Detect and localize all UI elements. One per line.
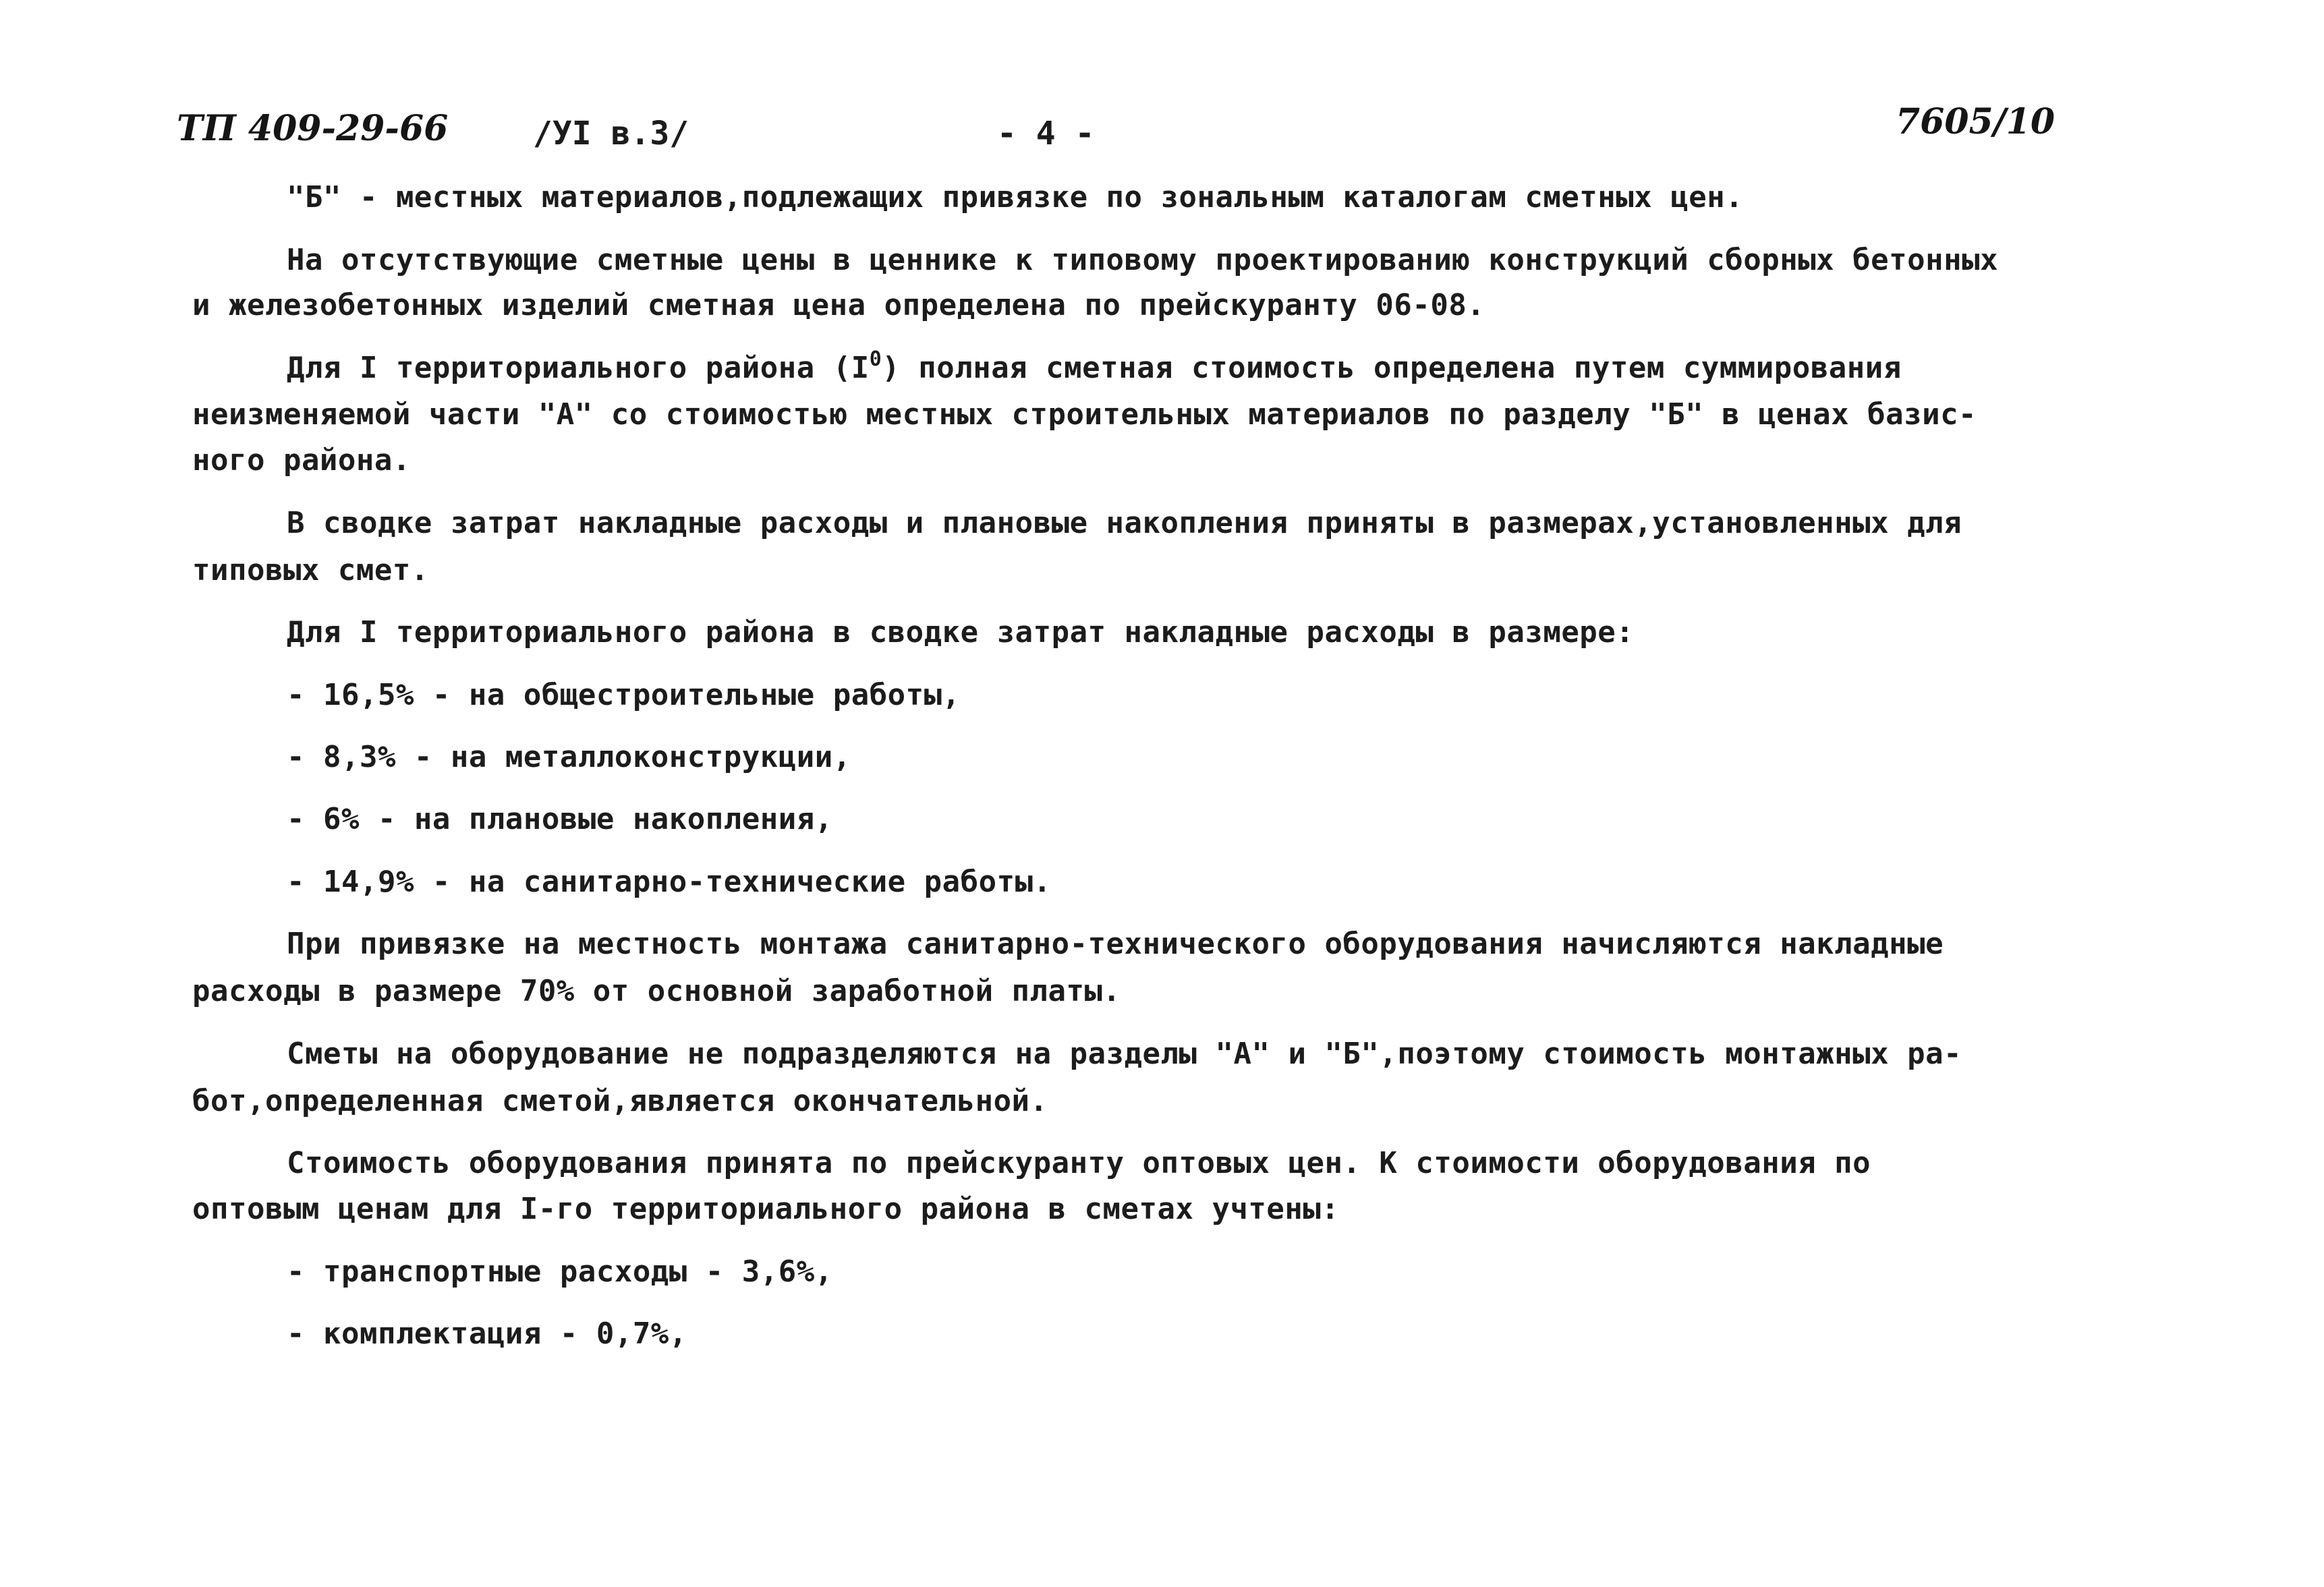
list-item: - 16,5% - на общестроительные работы, bbox=[287, 678, 961, 712]
list-item: - комплектация - 0,7%, bbox=[287, 1317, 687, 1351]
text-line: Сметы на оборудование не подразделяются на разделы "А" и "Б",поэтому стоимость монтажных ра- bbox=[287, 1037, 1962, 1071]
sheet-code: 7605/10 bbox=[1896, 101, 2056, 142]
text-line: типовых смет. bbox=[192, 553, 429, 587]
text-line: В сводке затрат накладные расходы и плановые накопления приняты в размерах,установленных для bbox=[287, 506, 1962, 540]
text-line: бот,определенная сметой,является окончательной. bbox=[192, 1084, 1048, 1118]
text-line bbox=[287, 349, 1902, 391]
text-fragment: ) полная сметная стоимость определена путем суммирования bbox=[882, 351, 1902, 385]
list-item: - 14,9% - на санитарно-технические работы. bbox=[287, 865, 1052, 899]
text-line: оптовым ценам для I-го территориального района в сметах учтены: bbox=[192, 1192, 1340, 1226]
document-code: ТП 409-29-66 bbox=[177, 108, 449, 149]
list-item: - транспортные расходы - 3,6%, bbox=[287, 1254, 833, 1289]
superscript: 0 bbox=[869, 347, 882, 371]
list-item: - 8,3% - на металлоконструкции, bbox=[287, 740, 851, 774]
volume-label: /УI в.3/ bbox=[533, 115, 689, 152]
text-line: ного района. bbox=[192, 443, 411, 478]
text-fragment: Для I территориального района (I bbox=[287, 351, 870, 385]
text-line: Для I территориального района в сводке затрат накладные расходы в размере: bbox=[287, 615, 1635, 650]
text-line: На отсутствующие сметные цены в ценнике к типовому проектированию конструкций сборных бетонных bbox=[287, 243, 1999, 277]
list-item: - 6% - на плановые накопления, bbox=[287, 802, 833, 836]
page-number: - 4 - bbox=[997, 115, 1095, 152]
text-line: Стоимость оборудования принята по прейскуранту оптовых цен. К стоимости оборудования по bbox=[287, 1146, 1871, 1180]
text-line: "Б" - местных материалов,подлежащих привязке по зональным каталогам сметных цен. bbox=[287, 180, 1744, 214]
text-line: и железобетонных изделий сметная цена определена по прейскуранту 06-08. bbox=[192, 288, 1485, 322]
text-line: расходы в размере 70% от основной заработной платы. bbox=[192, 974, 1121, 1008]
text-line: При привязке на местность монтажа санитарно-технического оборудования начисляются накладные bbox=[287, 927, 1944, 961]
text-line: неизменяемой части "А" со стоимостью местных строительных материалов по разделу "Б" в ценах базис- bbox=[192, 397, 1977, 432]
